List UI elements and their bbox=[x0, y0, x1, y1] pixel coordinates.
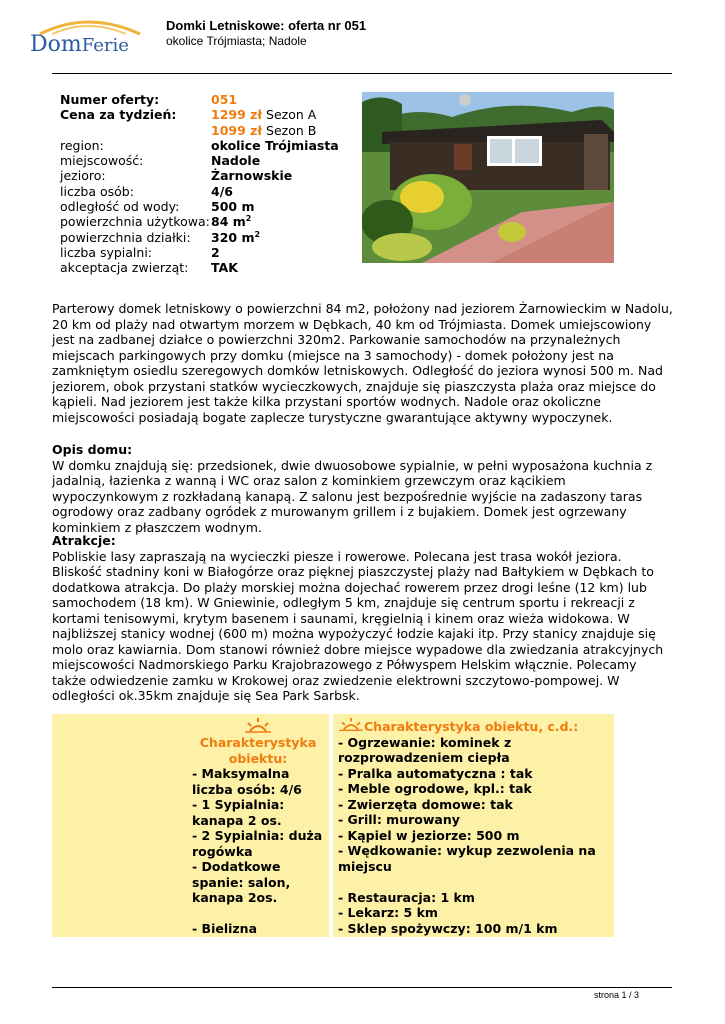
features-right-heading-row bbox=[338, 717, 608, 735]
header-divider bbox=[52, 73, 672, 74]
pets-value: TAK bbox=[211, 260, 238, 276]
feature-spacer bbox=[338, 874, 608, 890]
pets-label: akceptacja zwierząt: bbox=[60, 260, 189, 276]
house-photo bbox=[362, 92, 614, 263]
plot-area-label: powierzchnia działki: bbox=[60, 229, 191, 245]
feature-item: - Maksymalna liczba osób: 4/6 bbox=[192, 766, 302, 797]
persons-label: liczba osób: bbox=[60, 183, 134, 199]
attractions-section bbox=[52, 533, 674, 704]
town-label: miejscowość: bbox=[60, 153, 144, 169]
bedrooms-label: liczba sypialni: bbox=[60, 244, 153, 260]
page-title: Domki Letniskowe: oferta nr 051 bbox=[166, 18, 367, 33]
price-label: Cena za tydzień: bbox=[60, 107, 177, 123]
usable-area-label: powierzchnia użytkowa: bbox=[60, 214, 210, 230]
house-section bbox=[52, 442, 674, 535]
feature-item: - Meble ogrodowe, kpl.: tak bbox=[338, 781, 532, 796]
lake-label: jezioro: bbox=[60, 168, 106, 184]
feature-item: - Grill: murowany bbox=[338, 812, 460, 827]
features-box-right bbox=[333, 714, 614, 937]
lake-value: Żarnowskie bbox=[211, 168, 293, 184]
bedrooms-value: 2 bbox=[211, 244, 220, 260]
price-a-season: Sezon A bbox=[266, 107, 317, 123]
feature-item: - Dodatkowe spanie: salon, kanapa 2os. bbox=[192, 859, 291, 905]
feature-item: - Zwierzęta domowe: tak bbox=[338, 796, 513, 812]
sun-icon bbox=[245, 717, 271, 735]
feature-item: - Wędkowanie: wykup zezwolenia na miejscu bbox=[338, 843, 596, 874]
region-value: okolice Trójmiasta bbox=[211, 137, 339, 153]
sun-icon bbox=[338, 717, 364, 733]
feature-item: - Restauracja: 1 km bbox=[338, 889, 475, 905]
feature-item: - Sklep spożywczy: 100 m/1 km bbox=[338, 920, 558, 936]
logo-text: DomFerie bbox=[30, 32, 129, 57]
usable-area-value: 84 m bbox=[211, 214, 246, 230]
water-distance-value: 500 m bbox=[211, 199, 255, 215]
sq-superscript: 2 bbox=[245, 214, 252, 224]
price-b-value: 1099 zł bbox=[211, 122, 263, 138]
sq-superscript: 2 bbox=[254, 229, 261, 239]
intro-text: Parterowy domek letniskowy o powierzchni 84 m2, położony nad jeziorem Żarnowieckim w Nadolu, 20 km od plaży nad otwartym morzem w Dębkach, 40 km od Trójmiasta. Domek umiejscowiony jest na zadbanej działce o powierzchni 320m2. Parkowanie samochodów na przynależnych miejscach parkingowych przy domku (miejsce na 3 samochody) - domek położony jest na zamkniętym osiedlu szeregowych domków letniskowych. Odległość do jeziora wynosi 500 m. Nad jeziorem, obok przystani statków wycieczkowych, znajduje się piaszczysta plaża oraz miejsce do kąpieli. Nad jeziorem jest także kilka przystani sportów wodnych. Nadole oraz okoliczne miejscowości posiadają bogate zaplecze turystyczne gwarantujące aktywny wypoczynek. bbox=[52, 301, 673, 425]
feature-item: - Bielizna bbox=[192, 921, 258, 936]
offer-number-label: Numer oferty: bbox=[60, 92, 160, 107]
feature-item: - Ogrzewanie: kominek z rozprowadzeniem ciepła bbox=[338, 734, 512, 765]
price-a-value: 1299 zł bbox=[211, 107, 263, 123]
feature-spacer bbox=[192, 906, 324, 922]
domferie-logo bbox=[28, 14, 148, 64]
features-right-heading: Charakterystyka obiektu, c.d.: bbox=[364, 719, 579, 734]
feature-item: - 1 Sypialnia: kanapa 2 os. bbox=[192, 797, 285, 828]
feature-item: - Pralka automatyczna : tak bbox=[338, 765, 533, 781]
feature-item: - Kąpiel w jeziorze: 500 m bbox=[338, 827, 520, 843]
page-subtitle: okolice Trójmiasta; Nadole bbox=[166, 34, 307, 48]
footer-divider bbox=[52, 987, 672, 988]
price-b-season: Sezon B bbox=[266, 122, 317, 138]
feature-item: - Lekarz: 5 km bbox=[338, 905, 438, 920]
house-heading: Opis domu: bbox=[52, 442, 133, 457]
features-left-heading: Charakterystyka obiektu: bbox=[199, 735, 317, 766]
attractions-heading: Atrakcje: bbox=[52, 533, 116, 548]
feature-item: - 2 Sypialnia: duża rogówka bbox=[192, 828, 323, 859]
page-number: strona 1 / 3 bbox=[594, 990, 640, 1000]
water-distance-label: odległość od wody: bbox=[60, 199, 180, 215]
offer-facts bbox=[60, 92, 339, 276]
description-intro bbox=[52, 301, 674, 425]
house-text: W domku znajdują się: przedsionek, dwie dwuosobowe sypialnie, w pełni wyposażona kuchnia z jadalnią, łazienka z wanną i WC oraz salon z kominkiem grzewczym oraz kącikiem wypoczynkowym z rozkładaną kanapą. Z salonu jest bezpośrednie wyjście na zadaszony taras ogrodowy oraz zadbany ogródek z murowanym grillem i z bujakiem. Domek jest ogrzewany kominkiem z płaszczem wodnym. bbox=[52, 457, 653, 535]
plot-area-value: 320 m bbox=[211, 229, 255, 245]
persons-value: 4/6 bbox=[211, 183, 233, 199]
town-value: Nadole bbox=[211, 153, 261, 169]
region-label: region: bbox=[60, 137, 104, 153]
offer-number-value: 051 bbox=[211, 92, 238, 107]
attractions-text: Pobliskie lasy zapraszają na wycieczki piesze i rowerowe. Polecana jest trasa wokół jeziora. Bliskość stadniny koni w Białogórze oraz pięknej piaszczystej plaży nad Bałtykiem w Dębkach to dodatkowa atrakcja. Do plaży morskiej można dojechać rowerem przez drogi leśne (12 km) lub samochodem (18 km). W Gniewinie, odległym 5 km, znajduje się centrum sportu i rekreacji z kortami tenisowymi, krytym basenem i saunami, kręgielnią i kinem oraz wieża widokowa. W najbliższej stanicy wodnej (600 m) można wypożyczyć łodzie kajaki itp. Przy stanicy znajduje się molo oraz kawiarnia. Dom stanowi również dobre miejsce wypadowe dla zwiedzania atrakcyjnych miejscowości Nadmorskiego Parku Krajobrazowego z Półwyspem Helskim włącznie. Polecamy także odwiedzenie zamku w Krokowej oraz zwiedzenie elektrowni szczytowo-pompowej. W odległości ok.35km znajduje się Sea Park Sarbsk. bbox=[52, 548, 664, 703]
features-box-left bbox=[52, 714, 329, 937]
